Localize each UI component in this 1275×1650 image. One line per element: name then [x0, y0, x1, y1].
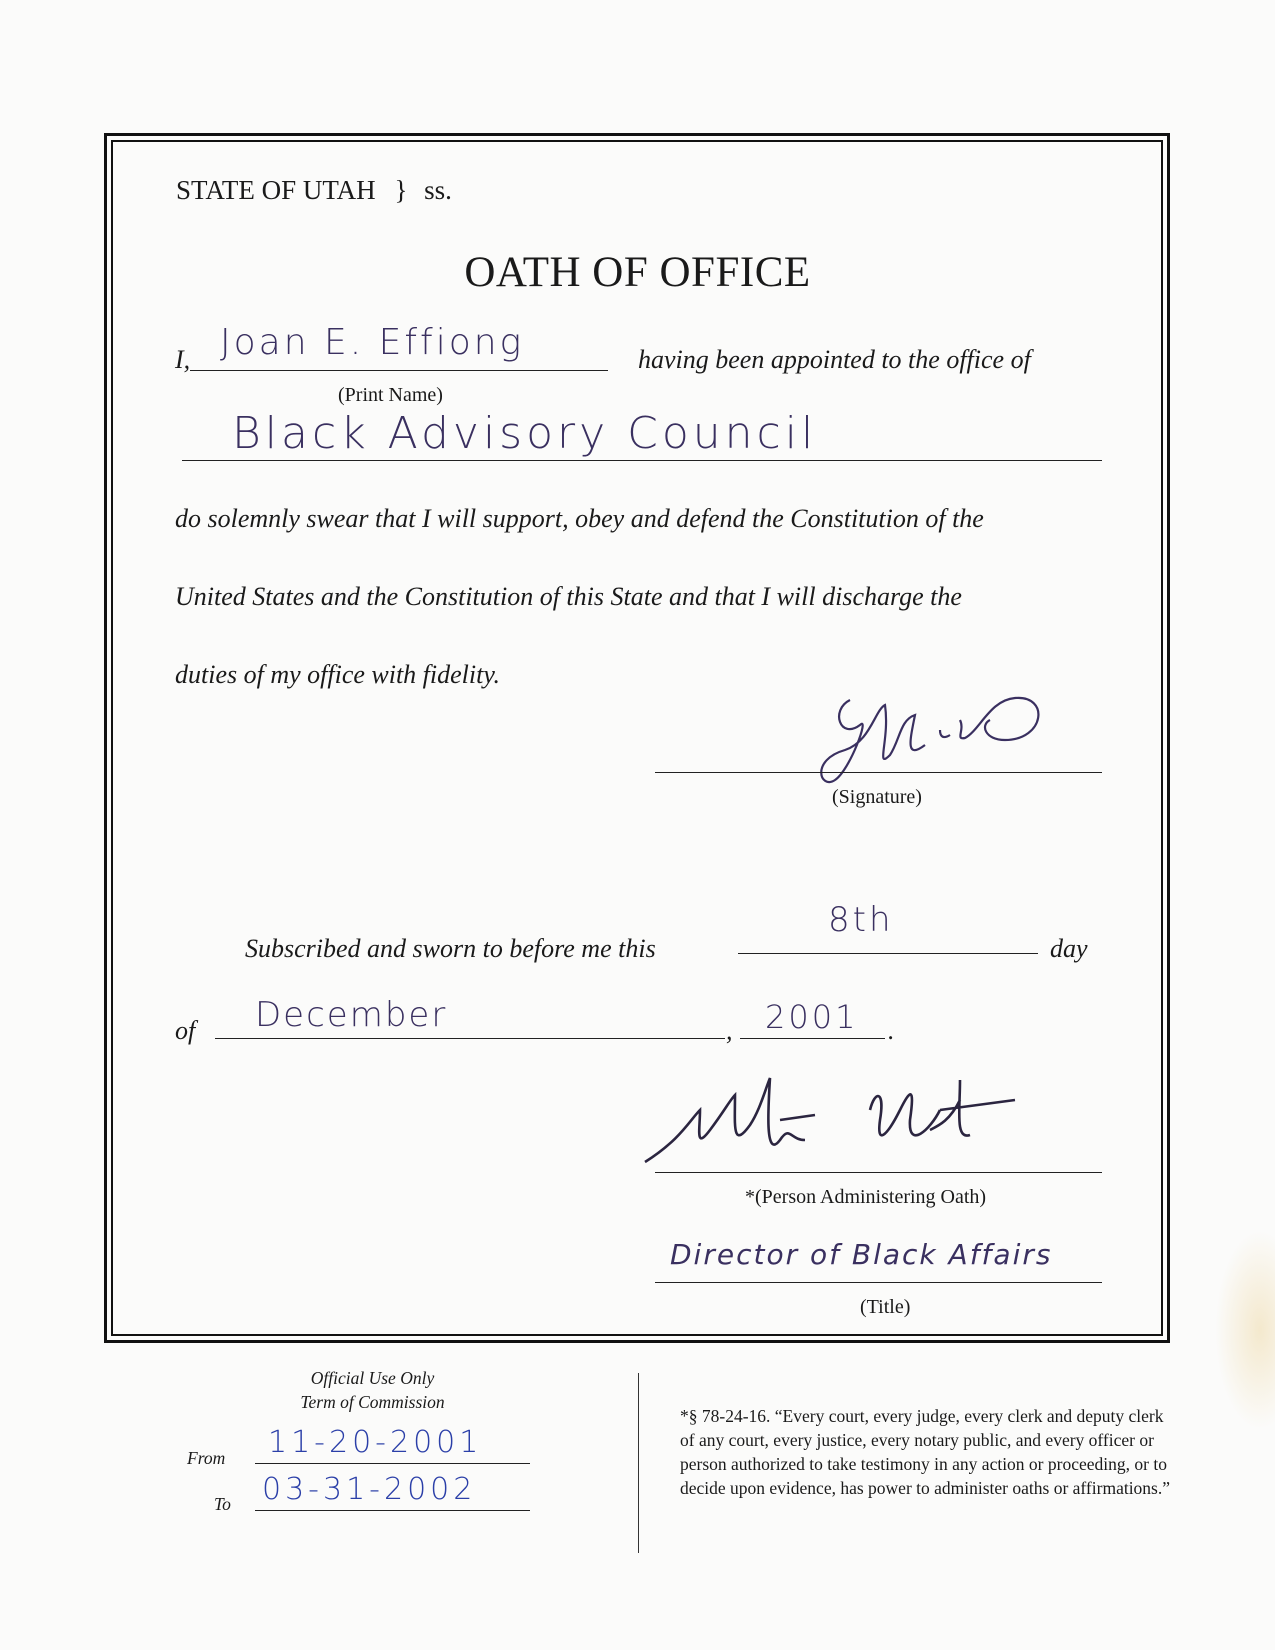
official-use-heading: Official Use Only: [310, 1368, 435, 1388]
name-prefix: I,: [175, 345, 191, 374]
day-label: day: [1050, 934, 1088, 963]
vertical-divider: [638, 1373, 639, 1553]
subscribed-text: Subscribed and sworn to before me this: [245, 934, 656, 963]
state-name: STATE OF UTAH: [176, 175, 376, 205]
period: .: [888, 1016, 895, 1045]
month-line: [215, 1038, 725, 1039]
administering-line: [655, 1172, 1102, 1173]
print-name-caption: (Print Name): [338, 384, 443, 406]
state-heading: [176, 175, 452, 206]
from-date: 11-20-2001: [268, 1425, 483, 1460]
signature-caption: (Signature): [832, 786, 922, 808]
from-label: From: [187, 1448, 226, 1468]
brace: }: [394, 175, 408, 205]
office-name: Black Advisory Council: [232, 408, 818, 459]
to-label: To: [214, 1494, 231, 1514]
oath-line-1: do solemnly swear that I will support, obey and defend the Constitution of the: [175, 504, 984, 533]
year-line: [740, 1038, 885, 1039]
office-line: [182, 460, 1102, 461]
printed-name: Joan E. Effiong: [220, 322, 525, 363]
administrator-signature: [640, 1070, 1080, 1180]
day-value: 8th: [828, 900, 894, 940]
oath-taker-signature: [790, 680, 1060, 800]
paper-stain: [1215, 1230, 1275, 1430]
appointed-text: having been appointed to the office of: [638, 345, 1031, 374]
term-heading: Term of Commission: [300, 1392, 445, 1412]
day-line: [738, 953, 1038, 954]
comma: ,: [726, 1016, 733, 1045]
name-line: [190, 370, 608, 371]
page-title: OATH OF OFFICE: [464, 249, 811, 296]
title-line: [655, 1282, 1102, 1283]
to-line: [255, 1510, 530, 1511]
from-line: [255, 1463, 530, 1464]
statute-note: *§ 78-24-16. “Every court, every judge, every clerk and deputy clerk of any court, every justice, every notary public, and every officer or person authorized to take testimony in any action or proceeding, or to decide upon evidence, has power to administer oaths or affirmations.”: [680, 1406, 1171, 1498]
administrator-title: Director of Black Affairs: [670, 1238, 1053, 1271]
year-value: 2001: [765, 998, 859, 1036]
title-caption: (Title): [860, 1296, 911, 1318]
administering-caption: *(Person Administering Oath): [745, 1186, 987, 1208]
to-date: 03-31-2002: [262, 1472, 477, 1507]
of-label: of: [175, 1016, 196, 1045]
ss-label: ss.: [424, 175, 452, 205]
oath-line-3: duties of my office with fidelity.: [175, 660, 500, 689]
oath-line-2: United States and the Constitution of this State and that I will discharge the: [175, 582, 962, 611]
signature-line: [655, 772, 1102, 773]
month-value: December: [255, 995, 448, 1035]
